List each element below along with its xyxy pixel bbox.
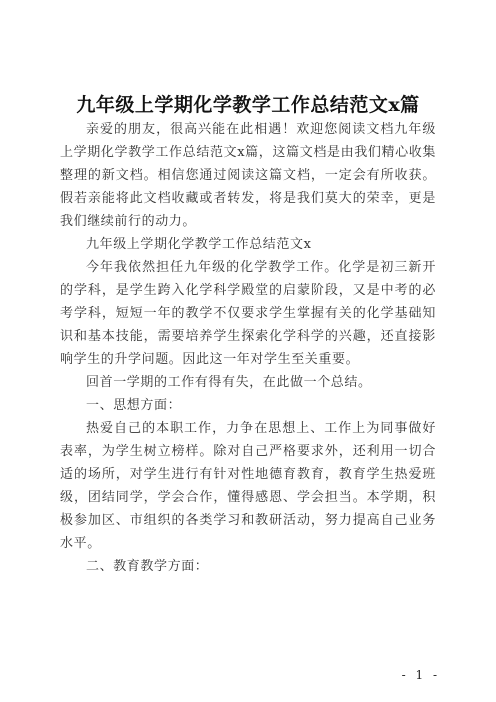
section-heading-teaching: 二、教育教学方面： — [86, 559, 209, 574]
document-title: 九年级上学期化学教学工作总结范文x篇 — [76, 94, 420, 116]
subtitle-line: 九年级上学期化学教学工作总结范文x — [86, 237, 312, 252]
document-body — [60, 118, 436, 578]
body-paragraph: 热爱自己的本职工作，力争在思想上、工作上为同事做好表率，为学生树立榜样。除对自己严格要求外，还利用一切合适的场所，对学生进行有针对性地德育教育，教育学生热爱班级，团结同学，学会合作，懂得感恩、学会担当。本学期，积极参加区、市组织的各类学习和教研活动，努力提高自己业务水平。 — [60, 421, 436, 551]
body-paragraph: 今年我依然担任九年级的化学教学工作。化学是初三新开的学科，是学生跨入化学科学殿堂的启蒙阶段，又是中考的必考学科，短短一年的教学不仅要求学生掌握有关的化学基础知识和基本技能，需要培养学生探索化学科学的兴趣，还直接影响学生的升学问题。因此这一年对学生至关重要。 — [60, 260, 436, 367]
section-heading-thought: 一、思想方面： — [86, 398, 182, 413]
summary-line: 回首一学期的工作有得有失，在此做一个总结。 — [86, 375, 372, 390]
intro-paragraph: 亲爱的朋友，很高兴能在此相遇！欢迎您阅读文档九年级上学期化学教学工作总结范文x篇，这篇文档是由我们精心收集整理的新文档。相信您通过阅读这篇文档，一定会有所收获。假若亲能将此文档收藏或者转发，将是我们莫大的荣幸，更是我们继续前行的动力。 — [60, 122, 436, 229]
page-number: - 1 - — [401, 668, 440, 682]
